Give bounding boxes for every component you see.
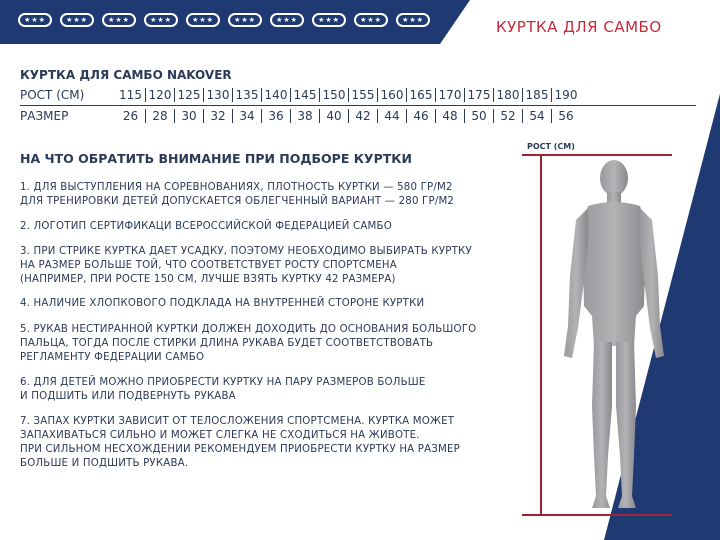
- height-row-label: РОСТ (СМ): [20, 88, 85, 102]
- star-badge-icon: ★★★: [60, 13, 94, 27]
- star-badge-icon: ★★★: [18, 13, 52, 27]
- table-cell: 165: [406, 88, 435, 102]
- table-cell: 125: [174, 88, 203, 102]
- table-divider: [20, 105, 696, 106]
- tip-line: 7. ЗАПАХ КУРТКИ ЗАВИСИТ ОТ ТЕЛОСЛОЖЕНИЯ СПОРТСМЕНА. КУРТКА МОЖЕТ: [20, 416, 455, 427]
- table-cell: 36: [261, 109, 290, 123]
- tip-line: 6. ДЛЯ ДЕТЕЙ МОЖНО ПРИОБРЕСТИ КУРТКУ НА ПАРУ РАЗМЕРОВ БОЛЬШЕ: [20, 377, 426, 388]
- star-badge-icon: ★★★: [312, 13, 346, 27]
- tip-line: РЕГЛАМЕНТУ ФЕДЕРАЦИИ САМБО: [20, 352, 205, 363]
- tip-item: [20, 245, 500, 287]
- table-cell: 44: [377, 109, 406, 123]
- table-cell: 52: [493, 109, 522, 123]
- table-cell: 30: [174, 109, 203, 123]
- tip-line: БОЛЬШЕ И ПОДШИТЬ РУКАВА.: [20, 458, 189, 469]
- table-cell: 46: [406, 109, 435, 123]
- table-cell: 28: [145, 109, 174, 123]
- figure-height-label: РОСТ (СМ): [527, 142, 575, 151]
- size-values-row: [116, 109, 580, 123]
- badge-strip: [18, 13, 430, 27]
- table-cell: 150: [319, 88, 348, 102]
- table-cell: 120: [145, 88, 174, 102]
- measure-vertical-line: [540, 155, 542, 515]
- tip-line: (НАПРИМЕР, ПРИ РОСТЕ 150 СМ, ЛУЧШЕ ВЗЯТЬ КУРТКУ 42 РАЗМЕРА): [20, 274, 396, 285]
- table-cell: 115: [119, 88, 142, 102]
- size-table-title: КУРТКА ДЛЯ САМБО NAKOVER: [20, 68, 232, 82]
- tip-item: [20, 220, 500, 234]
- tip-line: ПАЛЬЦА, ТОГДА ПОСЛЕ СТИРКИ ДЛИНА РУКАВА БУДЕТ СООТВЕТСТВОВАТЬ: [20, 338, 434, 349]
- tip-line: 1. ДЛЯ ВЫСТУПЛЕНИЯ НА СОРЕВНОВАНИЯХ, ПЛОТНОСТЬ КУРТКИ — 580 ГР/М2: [20, 182, 453, 193]
- tip-item: [20, 376, 500, 404]
- size-row-label: РАЗМЕР: [20, 109, 69, 123]
- star-badge-icon: ★★★: [270, 13, 304, 27]
- tip-line: 2. ЛОГОТИП СЕРТИФИКАЦИ ВСЕРОССИЙСКОЙ ФЕДЕРАЦИЕЙ САМБО: [20, 221, 392, 232]
- table-cell: 48: [435, 109, 464, 123]
- table-cell: 32: [203, 109, 232, 123]
- table-cell: 40: [319, 109, 348, 123]
- table-cell: 135: [232, 88, 261, 102]
- table-cell: 34: [232, 109, 261, 123]
- tip-item: [20, 181, 500, 209]
- tip-item: [20, 297, 500, 311]
- star-badge-icon: ★★★: [228, 13, 262, 27]
- table-cell: 54: [522, 109, 551, 123]
- tips-heading: НА ЧТО ОБРАТИТЬ ВНИМАНИЕ ПРИ ПОДБОРЕ КУРТКИ: [20, 151, 412, 166]
- tip-item: [20, 415, 500, 471]
- star-badge-icon: ★★★: [144, 13, 178, 27]
- page-title: КУРТКА ДЛЯ САМБО: [496, 18, 662, 36]
- tip-line: НА РАЗМЕР БОЛЬШЕ ТОЙ, ЧТО СООТВЕТСТВУЕТ РОСТУ СПОРТСМЕНА: [20, 260, 397, 271]
- table-cell: 130: [203, 88, 232, 102]
- tip-line: 5. РУКАВ НЕСТИРАННОЙ КУРТКИ ДОЛЖЕН ДОХОДИТЬ ДО ОСНОВАНИЯ БОЛЬШОГО: [20, 324, 477, 335]
- table-cell: 38: [290, 109, 319, 123]
- tip-line: ПРИ СИЛЬНОМ НЕСХОЖДЕНИИ РЕКОМЕНДУЕМ ПРИОБРЕСТИ КУРТКУ НА РАЗМЕР: [20, 444, 460, 455]
- table-cell: 145: [290, 88, 319, 102]
- table-cell: 190: [551, 88, 580, 102]
- star-badge-icon: ★★★: [354, 13, 388, 27]
- tip-line: ЗАПАХИВАТЬСЯ СИЛЬНО И МОЖЕТ СЛЕГКА НЕ СХОДИТЬСЯ НА ЖИВОТЕ.: [20, 430, 420, 441]
- tip-line: ДЛЯ ТРЕНИРОВКИ ДЕТЕЙ ДОПУСКАЕТСЯ ОБЛЕГЧЕННЫЙ ВАРИАНТ — 280 ГР/М2: [20, 196, 455, 207]
- table-cell: 160: [377, 88, 406, 102]
- star-badge-icon: ★★★: [186, 13, 220, 27]
- height-values-row: [116, 88, 580, 102]
- star-badge-icon: ★★★: [102, 13, 136, 27]
- star-badge-icon: ★★★: [396, 13, 430, 27]
- table-cell: 185: [522, 88, 551, 102]
- tip-line: 3. ПРИ СТРИКЕ КУРТКА ДАЕТ УСАДКУ, ПОЭТОМУ НЕОБХОДИМО ВЫБИРАТЬ КУРТКУ: [20, 246, 472, 257]
- tip-item: [20, 323, 500, 365]
- table-cell: 50: [464, 109, 493, 123]
- table-cell: 26: [122, 109, 139, 123]
- table-cell: 155: [348, 88, 377, 102]
- table-cell: 56: [551, 109, 580, 123]
- table-cell: 170: [435, 88, 464, 102]
- table-cell: 175: [464, 88, 493, 102]
- table-cell: 180: [493, 88, 522, 102]
- table-cell: 42: [348, 109, 377, 123]
- table-cell: 140: [261, 88, 290, 102]
- tip-line: И ПОДШИТЬ ИЛИ ПОДВЕРНУТЬ РУКАВА: [20, 391, 236, 402]
- human-silhouette-icon: [548, 156, 678, 516]
- tip-line: 4. НАЛИЧИЕ ХЛОПКОВОГО ПОДКЛАДА НА ВНУТРЕННЕЙ СТОРОНЕ КУРТКИ: [20, 298, 425, 309]
